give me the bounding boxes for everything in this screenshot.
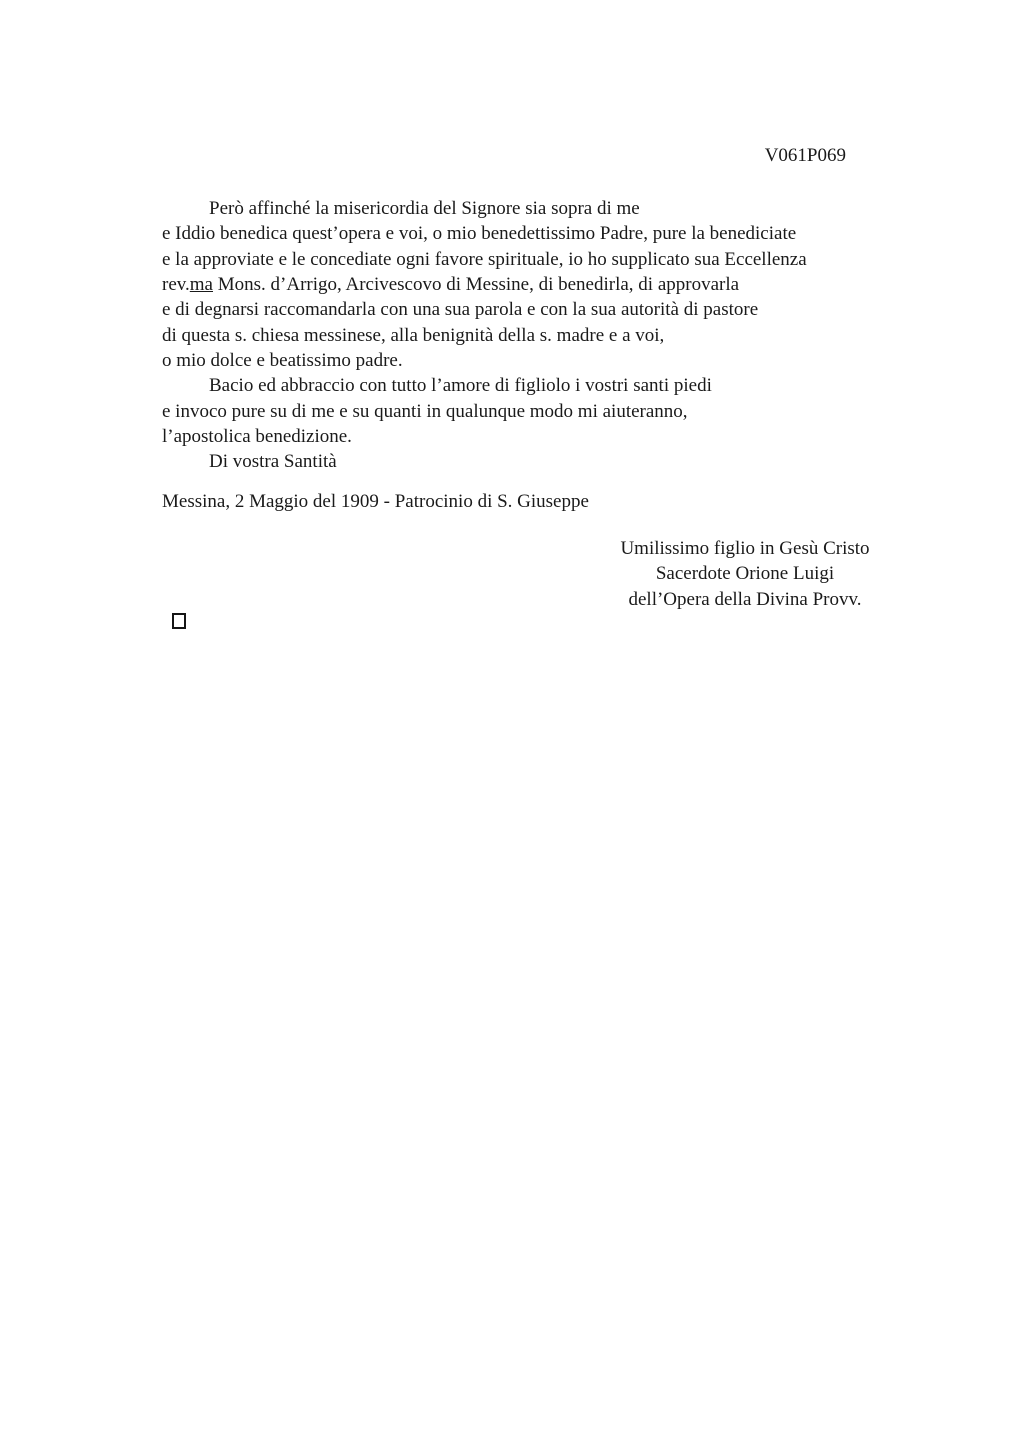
text-segment: Bacio ed abbraccio con tutto l’amore di figliolo i vostri santi piedi (209, 375, 712, 397)
text-segment: o mio dolce e beatissimo padre. (162, 350, 403, 372)
text-segment: e di degnarsi raccomandarla con una sua parola e con la sua autorità di pastore (162, 299, 759, 321)
letter-line (162, 373, 892, 398)
text-segment: e invoco pure su di me e su quanti in qualunque modo mi aiuteranno, (162, 400, 688, 422)
letter-line (162, 399, 892, 424)
document-code: V061P069 (764, 145, 846, 166)
text-segment: Però affinché la misericordia del Signore sia sopra di me (209, 198, 640, 219)
letter-body (162, 196, 892, 475)
letter-line (162, 221, 892, 246)
text-segment: Mons. d’Arrigo, Arcivescovo di Messine, di benedirla, di approvarla (213, 274, 740, 296)
letter-line (162, 196, 892, 221)
letter-line (162, 247, 892, 272)
letter-line (162, 297, 892, 322)
text-segment: Di vostra Santità (209, 451, 337, 473)
underlined-text: ma (189, 274, 213, 296)
letter-line (162, 348, 892, 373)
text-segment: di questa s. chiesa messinese, alla benignità della s. madre e a voi, (162, 324, 665, 346)
text-segment: rev. (162, 274, 190, 296)
signature-line: dell’Opera della Divina Provv. (628, 588, 862, 610)
signature-line: Sacerdote Orione Luigi (655, 563, 835, 585)
letter-line (162, 272, 892, 297)
text-segment: l’apostolica benedizione. (162, 426, 352, 448)
date-place-line: Messina, 2 Maggio del 1909 - Patrocinio di S. Giuseppe (162, 491, 589, 512)
white-square-glyph (172, 613, 186, 629)
text-segment: e Iddio benedica quest’opera e voi, o mio benedettissimo Padre, pure la benediciate (162, 223, 797, 245)
letter-line (162, 323, 892, 348)
letter-line (162, 449, 892, 474)
signature-block (545, 536, 945, 612)
signature-line: Umilissimo figlio in Gesù Cristo (620, 538, 870, 559)
letter-line (162, 424, 892, 449)
text-segment: e la approviate e le concediate ogni favore spirituale, io ho supplicato sua Eccellenza (162, 248, 807, 270)
